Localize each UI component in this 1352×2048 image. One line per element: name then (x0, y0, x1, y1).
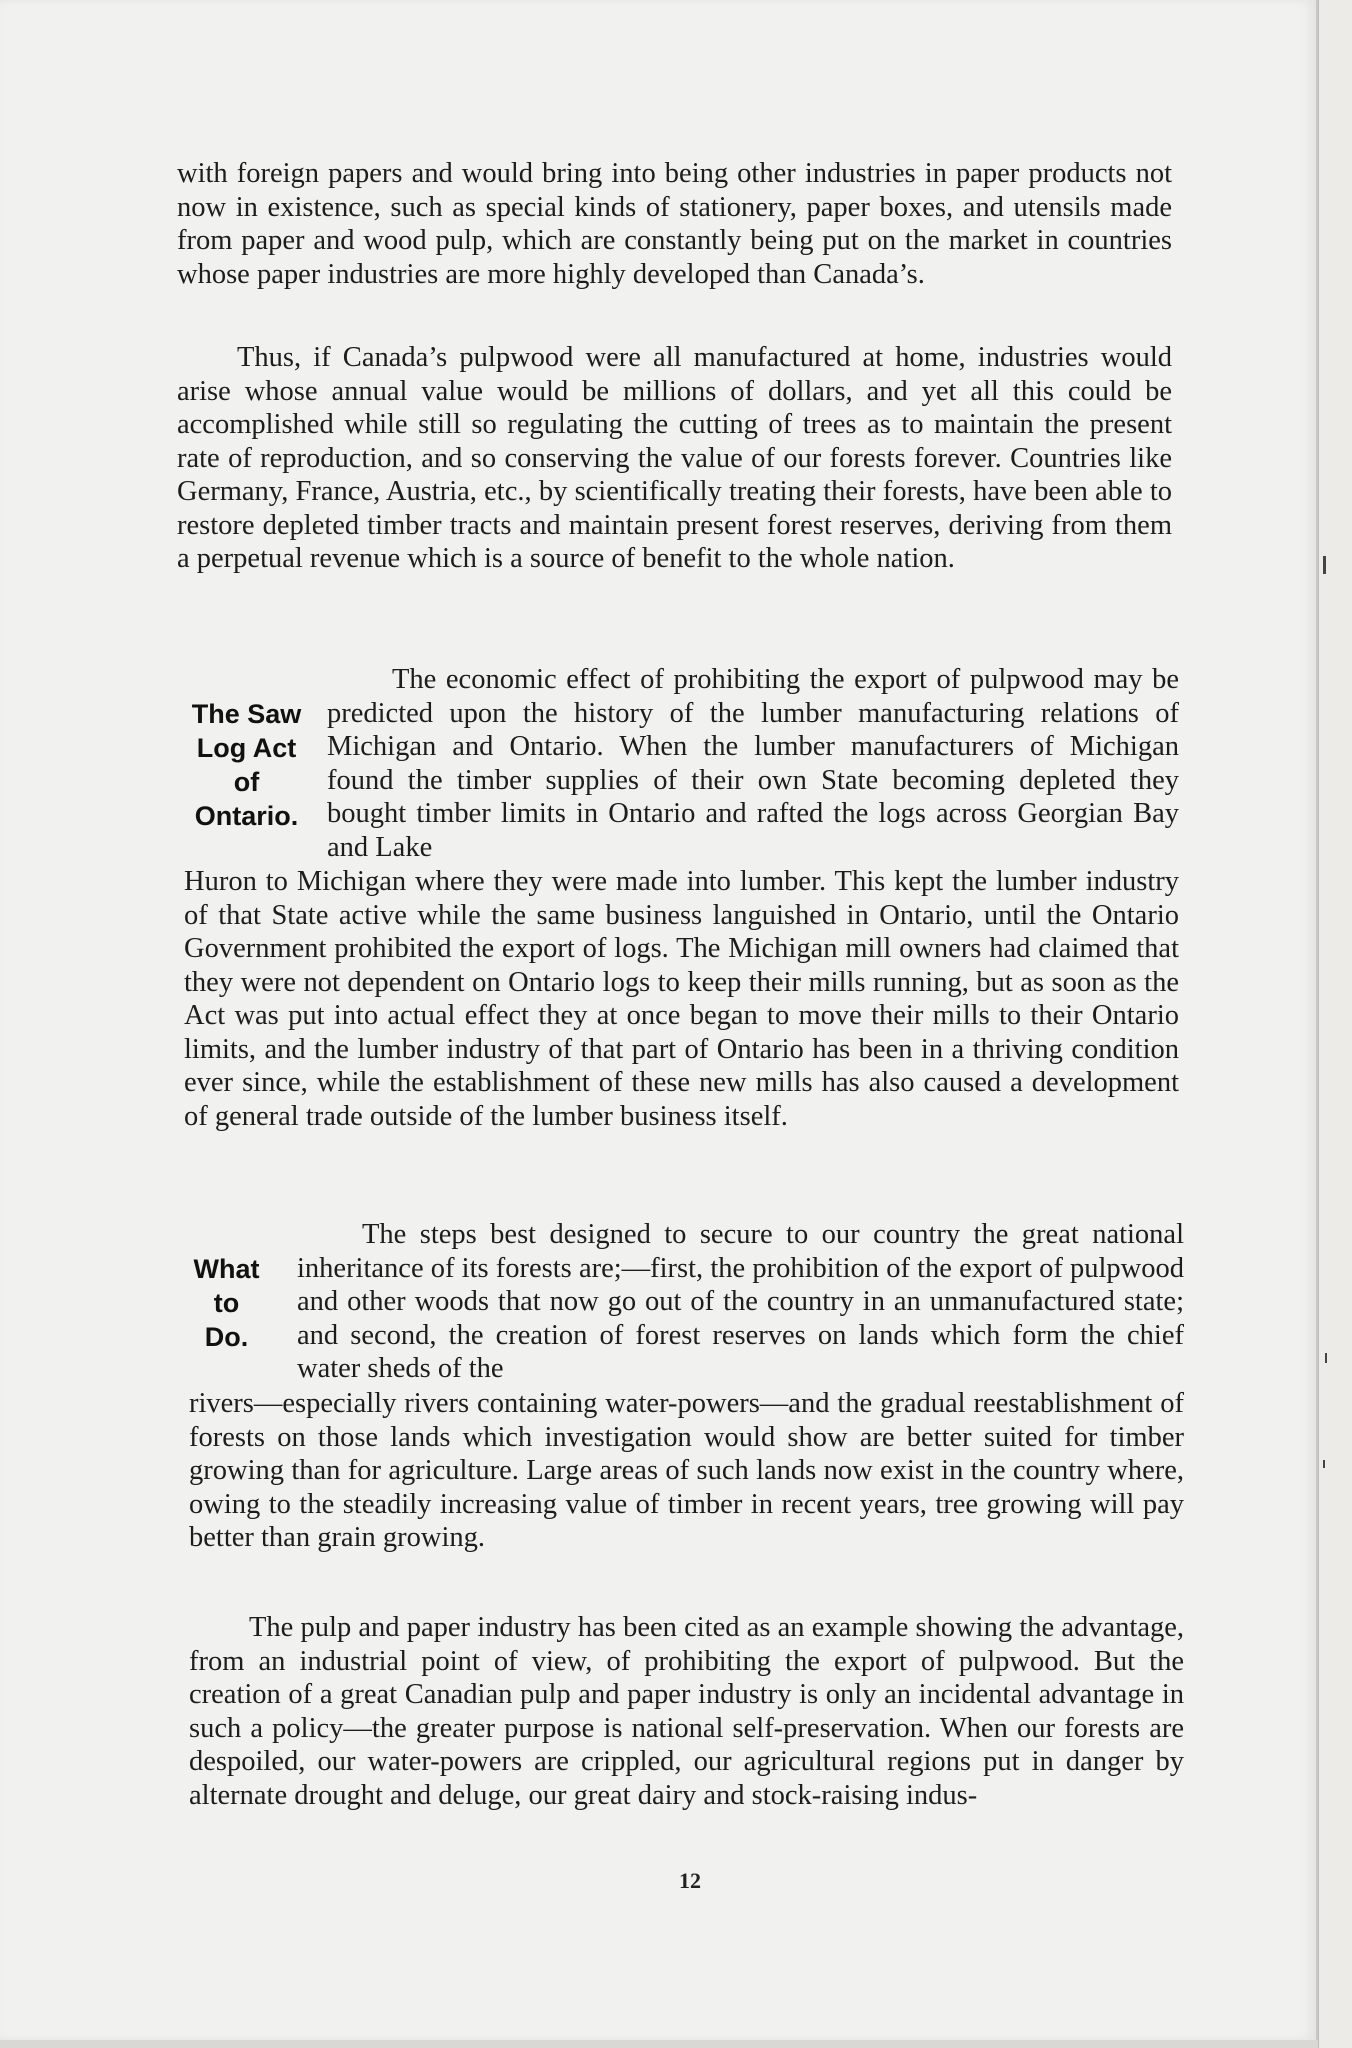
section-continuation-text: Huron to Michigan where they were made into lumber. This kept the lumber industry of that State active while the same business languished in Ontario, until the Ontario Government prohibited the export of logs. The Michigan mill owners had claimed that they were not dependent on Ontario logs to keep their mills running, but as soon as the Act was put into actual effect they at once began to move their mills to their Ontario limits, and the lumber industry of that part of Ontario has been in a thriving condition ever since, while the establishment of these new mills has also caused a development of general trade outside of the lumber business itself. (184, 866, 1179, 1132)
edge-mark (1323, 1460, 1325, 1468)
side-heading-line: to (213, 1288, 240, 1318)
paragraph-foreign-papers: with foreign papers and would bring into being other industries in paper products not now in existence, such as special kinds of stationery, paper boxes, and utensils made from paper and wood pulp, which are constantly being put on the market in countries whose paper industries are more highly developed than Canada’s. (177, 158, 1172, 290)
edge-mark (1323, 556, 1326, 574)
side-heading-line: The Saw (191, 699, 302, 729)
edge-mark (1325, 1353, 1327, 1363)
side-heading-line: What (193, 1254, 260, 1284)
page-number: 12 (679, 1868, 701, 1893)
side-heading-line: Log Act (196, 733, 297, 763)
side-heading-line: Ontario. (194, 801, 299, 831)
section-lead-text (297, 1218, 1184, 1386)
section-continuation-text: rivers—especially rivers containing water-powers—and the gradual reestablishment of forests on those lands which investigation would show are better suited for timber growing than for agriculture. Large areas of such lands now exist in the country where, owing to the steadily increasing value of timber in recent years, tree growing will pay better than grain growing. (189, 1388, 1184, 1553)
section-lead-text (327, 663, 1179, 864)
side-heading-saw-log-act (184, 697, 309, 833)
side-heading-line: of (233, 767, 260, 797)
section-lead-span: The steps best designed to secure to our country the great national inheritance of its forests are;—first, the prohibition of the export of pulpwood and other woods that now go out of the country in an unmanufactured state; and second, the creation of forest reserves on lands which form the chief water sheds of the (297, 1219, 1184, 1384)
section-lead-span: The economic effect of prohibiting the export of pulpwood may be predicted upon the history of the lumber manufacturing relations of Michigan and Ontario. When the lumber manufacturers of Michigan found the timber supplies of their own State becoming depleted they bought timber limits in Ontario and rafted the logs across Georgian Bay and Lake (327, 664, 1179, 863)
side-heading-line: Do. (204, 1322, 249, 1352)
page-edge-shadow (1318, 0, 1352, 2048)
side-heading-what-to-do (189, 1252, 264, 1354)
paragraph-pulp-paper-industry: The pulp and paper industry has been cited as an example showing the advantage, from an industrial point of view, of prohibiting the export of pulpwood. But the creation of a great Canadian pulp and paper industry is only an incidental advantage in such a policy—the greater purpose is national self-preservation. When our forests are despoiled, our water-powers are crippled, our agricultural regions put in danger by alternate drought and deluge, our great dairy and stock-raising indus- (189, 1612, 1184, 1811)
paragraph-canada-pulpwood: Thus, if Canada’s pulpwood were all manufactured at home, industries would arise whose annual value would be millions of dollars, and yet all this could be accomplished while still so regulating the cutting of trees as to maintain the present rate of reproduction, and so conserving the value of our forests forever. Countries like Germany, France, Austria, etc., by scientifically treating their forests, have been able to restore depleted timber tracts and maintain present forest reserves, deriving from them a perpetual revenue which is a source of benefit to the whole nation. (177, 342, 1172, 574)
